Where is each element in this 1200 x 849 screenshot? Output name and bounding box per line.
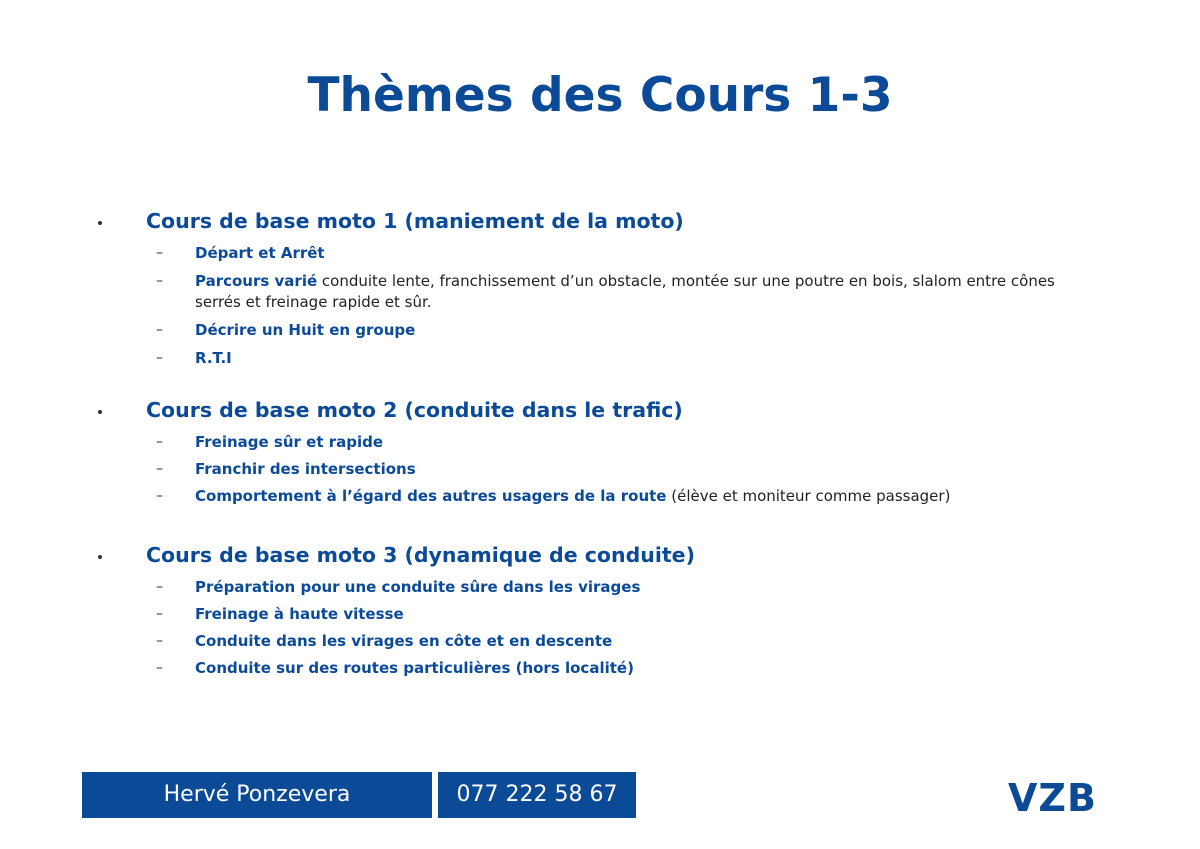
- contact-name: Hervé Ponzevera: [82, 772, 432, 818]
- item-label: Conduite dans les virages en côte et en descente: [195, 632, 613, 650]
- item-label: Préparation pour une conduite sûre dans les virages: [195, 578, 641, 596]
- item-label: Décrire un Huit en groupe: [195, 321, 416, 339]
- item-label: Conduite sur des routes particulières (hors localité): [195, 659, 634, 677]
- contact-phone: 077 222 58 67: [438, 772, 636, 818]
- section-heading-row: [0, 209, 1200, 239]
- dash-icon: –: [156, 273, 163, 289]
- dash-icon: –: [156, 660, 163, 676]
- dash-icon: –: [156, 322, 163, 338]
- section-heading: Cours de base moto 3 (dynamique de conduite): [146, 543, 695, 567]
- dash-icon: –: [156, 606, 163, 622]
- item-label: Freinage à haute vitesse: [195, 605, 404, 623]
- item-label: Freinage sûr et rapide: [195, 433, 384, 451]
- dash-icon: –: [156, 350, 163, 366]
- section-heading-row: [0, 398, 1200, 428]
- bullet-icon: [98, 410, 102, 414]
- item-label: Comportement à l’égard des autres usagers de la route: [195, 487, 667, 505]
- item-detail: (élève et moniteur comme passager): [666, 487, 951, 505]
- item-label: Parcours varié: [195, 272, 318, 290]
- page-title: Thèmes des Cours 1-3: [307, 68, 893, 123]
- item-detail: conduite lente, franchissement d’un obstacle, montée sur une poutre en bois, slalom entre cônes serrés et freinage rapide et sûr.: [195, 272, 1055, 311]
- section-heading: Cours de base moto 2 (conduite dans le trafic): [146, 398, 683, 422]
- section-heading-row: [0, 543, 1200, 573]
- dash-icon: –: [156, 245, 163, 261]
- dash-icon: –: [156, 579, 163, 595]
- item-label: Franchir des intersections: [195, 460, 416, 478]
- section-heading: Cours de base moto 1 (maniement de la moto): [146, 209, 684, 233]
- vzb-logo: VZB: [1008, 776, 1097, 820]
- bullet-icon: [98, 221, 102, 225]
- item-label: R.T.I: [195, 349, 232, 367]
- bullet-icon: [98, 555, 102, 559]
- dash-icon: –: [156, 633, 163, 649]
- dash-icon: –: [156, 488, 163, 504]
- dash-icon: –: [156, 461, 163, 477]
- dash-icon: –: [156, 434, 163, 450]
- item-label: Départ et Arrêt: [195, 244, 325, 262]
